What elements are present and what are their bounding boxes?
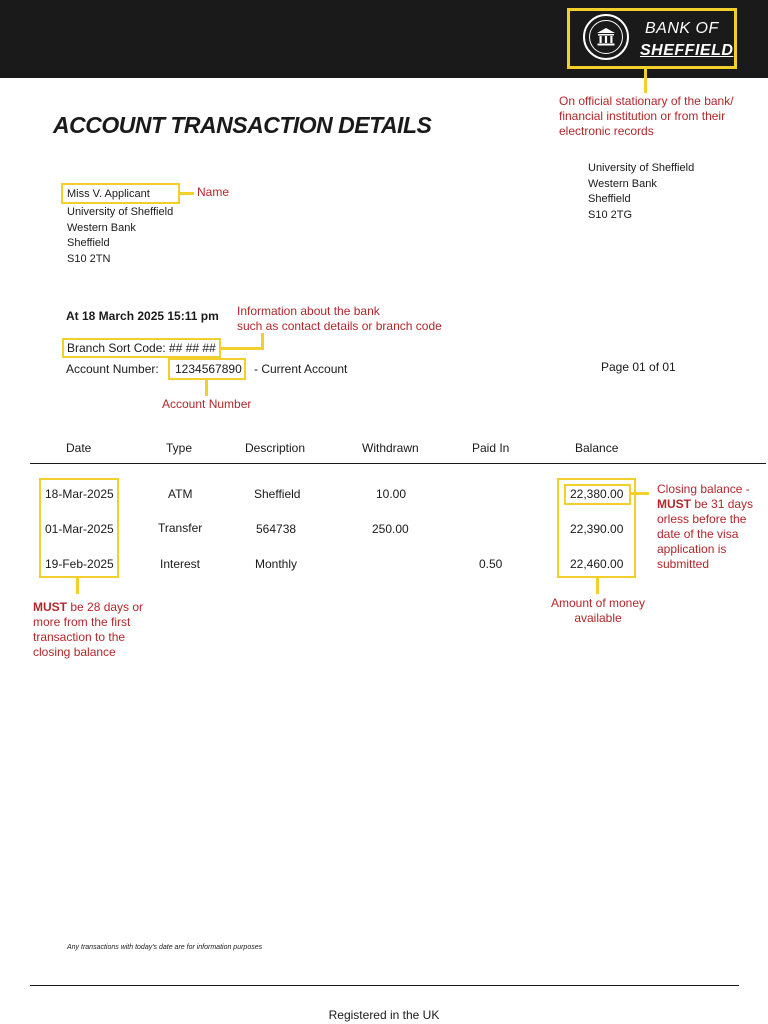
- row-description: Sheffield: [254, 487, 301, 501]
- account-number-label: Account Number:: [66, 362, 159, 376]
- customer-address: University of Sheffield Western Bank Sheffield S10 2TN: [67, 206, 174, 265]
- row-description: Monthly: [255, 557, 298, 571]
- table-header-rule: [30, 463, 766, 464]
- stationery-connector: [644, 69, 647, 93]
- account-number-connector: [205, 380, 208, 396]
- date-connector: [76, 578, 79, 594]
- row-withdrawn: 250.00: [372, 522, 409, 536]
- column-header-type: Type: [166, 441, 193, 455]
- row-date: 19-Feb-2025: [45, 557, 114, 571]
- bank-name-line2: SHEFFIELD: [640, 42, 734, 59]
- sort-code: Branch Sort Code: ## ## ##: [67, 341, 216, 355]
- available-annotation: Amount of money available: [550, 596, 646, 625]
- column-header-withdrawn: Withdrawn: [362, 441, 419, 455]
- bank-address: University of Sheffield Western Bank Sheffield S10 2TG: [588, 162, 695, 221]
- name-annotation: Name: [197, 185, 230, 199]
- name-connector: [180, 192, 194, 195]
- row-description: 564738: [256, 522, 297, 536]
- bank-info-connector-h: [220, 347, 264, 350]
- statement-timestamp: At 18 March 2025 15:11 pm: [66, 309, 219, 323]
- bank-building-icon: [589, 20, 623, 54]
- row-balance: 22,460.00: [570, 557, 624, 571]
- closing-balance-annotation: Closing balance - MUST be 31 days orless before the date of the visa application is submitted: [657, 482, 754, 571]
- available-connector: [596, 578, 599, 594]
- column-header-balance: Balance: [575, 441, 619, 455]
- row-balance: 22,380.00: [570, 487, 624, 501]
- row-date: 18-Mar-2025: [45, 487, 114, 501]
- page-title: ACCOUNT TRANSACTION DETAILS: [53, 112, 432, 138]
- twenty-eight-days-annotation: MUST be 28 days or more from the first transaction to the closing balance: [33, 600, 144, 659]
- account-number: 1234567890: [175, 362, 242, 376]
- row-withdrawn: 10.00: [376, 487, 407, 501]
- footer-disclaimer: Any transactions with today's date are for information purposes: [67, 944, 263, 951]
- row-type: Interest: [160, 557, 201, 571]
- page-number: Page 01 of 01: [601, 360, 676, 374]
- account-number-annotation: Account Number: [162, 397, 252, 411]
- row-type: ATM: [168, 487, 193, 501]
- column-header-description: Description: [245, 441, 306, 455]
- row-paid-in: 0.50: [479, 557, 503, 571]
- bank-name-line1: BANK OF: [645, 20, 719, 37]
- customer-name: Miss V. Applicant: [67, 188, 150, 200]
- closing-balance-connector: [631, 492, 649, 495]
- bank-info-annotation: Information about the bank such as contact details or branch code: [237, 304, 442, 333]
- account-type: - Current Account: [254, 362, 348, 376]
- footer-rule: [30, 985, 739, 986]
- stationery-annotation: On official stationary of the bank/ financial institution or from their electronic records: [559, 94, 734, 138]
- row-balance: 22,390.00: [570, 522, 624, 536]
- column-header-date: Date: [66, 441, 92, 455]
- column-header-paid-in: Paid In: [472, 441, 510, 455]
- footer-registered: Registered in the UK: [328, 1008, 440, 1022]
- row-date: 01-Mar-2025: [45, 522, 114, 536]
- row-type: Transfer: [158, 521, 203, 535]
